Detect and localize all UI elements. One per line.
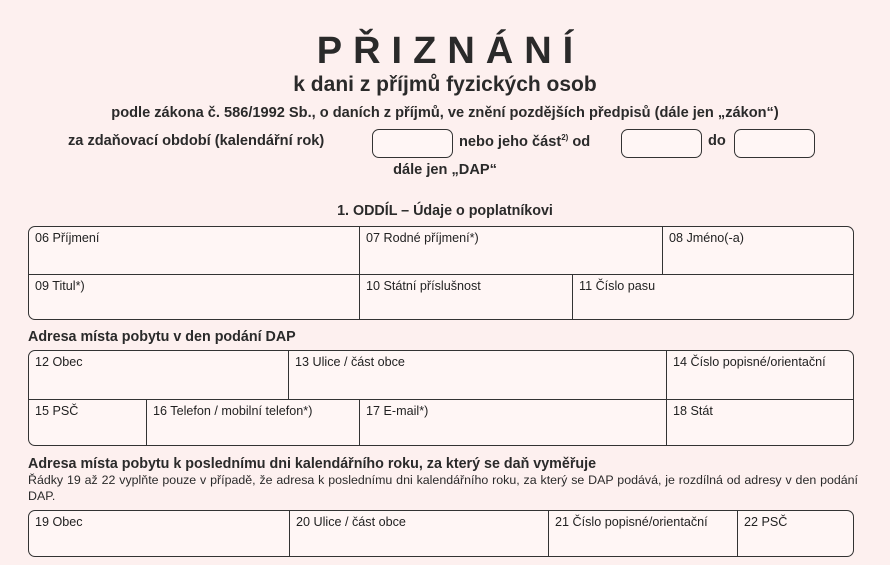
taxpayer-details-grid [28,226,854,320]
address-year-end-grid [28,510,854,557]
address-dap-grid [28,350,854,446]
field-17-email[interactable]: 17 E-mail*) [359,400,666,446]
field-10-citizenship[interactable]: 10 Státní příslušnost [359,275,572,320]
field-09-title[interactable]: 09 Titul*) [35,279,85,293]
tax-year-input[interactable] [372,129,453,158]
form-title: PŘIZNÁNÍ [316,30,585,72]
tax-period-label: za zdaňovací období (kalendářní rok) [68,133,325,149]
period-to-input[interactable] [734,129,815,158]
field-07-birth-surname[interactable]: 07 Rodné příjmení*) [359,227,662,274]
field-20-street[interactable]: 20 Ulice / část obce [289,511,548,557]
field-15-postal-code[interactable]: 15 PSČ [35,404,79,418]
field-18-country[interactable]: 18 Stát [666,400,854,446]
address-year-end-note: Řádky 19 až 22 vyplňte pouze v případě, že adresa k poslednímu dni kalendářního roku, za který se DAP podává, je rozdílná od adresy v den podání DAP. [28,473,858,503]
address-year-end-heading: Adresa místa pobytu k poslednímu dni kalendářního roku, za který se daň vyměřuje [28,456,597,472]
period-from-input[interactable] [621,129,702,158]
field-06-surname[interactable]: 06 Příjmení [35,231,100,245]
dap-label: dále jen „DAP“ [393,162,497,178]
field-12-municipality[interactable]: 12 Obec [35,355,83,369]
field-08-first-name[interactable]: 08 Jméno(-a) [662,227,854,274]
period-part-label: nebo jeho část$^{2)}$ od [459,133,591,150]
form-subtitle: k dani z příjmů fyzických osob [293,73,597,96]
field-14-house-number[interactable]: 14 Číslo popisné/orientační [666,351,854,399]
section-1-title: 1. ODDÍL – Údaje o poplatníkovi [337,203,553,219]
field-21-house-number[interactable]: 21 Číslo popisné/orientační [548,511,737,557]
period-to-label: do [708,133,726,149]
address-dap-heading: Adresa místa pobytu v den podání DAP [28,329,296,345]
field-22-postal-code[interactable]: 22 PSČ [737,511,854,557]
field-13-street[interactable]: 13 Ulice / část obce [288,351,666,399]
law-reference: podle zákona č. 586/1992 Sb., o daních z příjmů, ve znění pozdějších předpisů (dále jen „zákon“) [111,105,779,121]
field-19-municipality[interactable]: 19 Obec [35,515,83,529]
field-11-passport-number[interactable]: 11 Číslo pasu [572,275,854,320]
field-16-phone[interactable]: 16 Telefon / mobilní telefon*) [146,400,359,446]
